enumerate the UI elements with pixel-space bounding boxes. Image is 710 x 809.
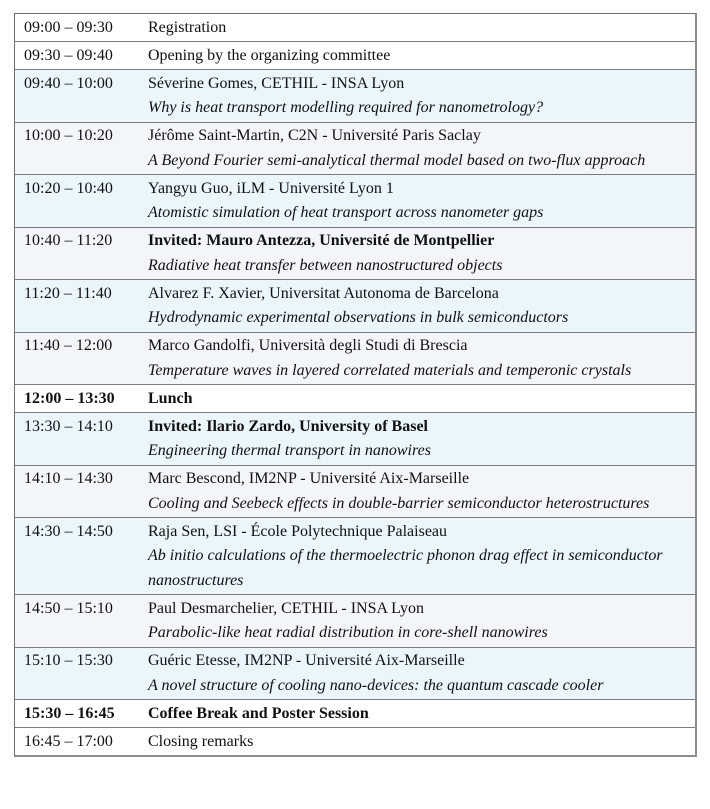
time-slot: 09:00 – 09:30	[24, 18, 113, 36]
session-content	[148, 728, 695, 755]
session-content	[148, 228, 695, 280]
schedule-row	[15, 699, 695, 727]
session-content	[148, 42, 695, 69]
session-content	[148, 175, 695, 227]
time-slot: 10:00 – 10:20	[24, 127, 113, 144]
schedule-row	[15, 517, 695, 594]
time-slot: 09:30 – 09:40	[24, 46, 113, 64]
time-slot: 12:00 – 13:30	[24, 389, 115, 407]
schedule-row	[15, 227, 695, 280]
schedule-row	[15, 465, 695, 518]
time-slot: 16:45 – 17:00	[24, 732, 113, 750]
session-speaker: Séverine Gomes, CETHIL - INSA Lyon	[148, 74, 405, 92]
time-slot: 11:40 – 12:00	[24, 337, 113, 354]
talk-title: Cooling and Seebeck effects in double-barrier semiconductor heterostructures	[148, 494, 650, 512]
schedule-row	[15, 647, 695, 700]
time-slot: 10:40 – 11:20	[24, 232, 113, 249]
time-slot: 15:10 – 15:30	[24, 652, 113, 669]
session-speaker: Marc Bescond, IM2NP - Université Aix-Marseille	[148, 470, 470, 487]
session-speaker: Raja Sen, LSI - École Polytechnique Palaiseau	[148, 522, 448, 540]
session-speaker: Coffee Break and Poster Session	[148, 704, 369, 722]
time-slot: 11:20 – 11:40	[24, 284, 112, 302]
time-slot: 10:20 – 10:40	[24, 179, 113, 197]
schedule-row	[15, 594, 695, 647]
time-slot: 14:30 – 14:50	[24, 522, 113, 540]
schedule-row	[15, 41, 695, 69]
session-speaker: Invited: Ilario Zardo, University of Basel	[148, 417, 428, 435]
session-speaker: Opening by the organizing committee	[148, 46, 391, 64]
talk-title: Why is heat transport modelling required for nanometrology?	[148, 99, 544, 116]
session-content	[148, 280, 695, 332]
talk-title: Parabolic-like heat radial distribution in core-shell nanowires	[148, 624, 548, 641]
schedule-row	[15, 14, 695, 41]
time-slot: 15:30 – 16:45	[24, 704, 115, 722]
schedule-row	[15, 279, 695, 332]
session-content	[148, 700, 695, 727]
schedule-row	[15, 412, 695, 465]
talk-title: A Beyond Fourier semi-analytical thermal model based on two-flux approach	[148, 151, 646, 169]
session-speaker: Registration	[148, 18, 227, 36]
talk-title: Ab initio calculations of the thermoelectric phonon drag effect in semiconductor nanostructures	[148, 547, 663, 589]
session-content	[148, 14, 695, 41]
talk-title: Radiative heat transfer between nanostructured objects	[148, 256, 503, 274]
session-content	[148, 70, 695, 122]
talk-title: Hydrodynamic experimental observations in bulk semiconductors	[148, 309, 569, 326]
schedule-row	[15, 174, 695, 227]
talk-title: Temperature waves in layered correlated materials and temperonic crystals	[148, 361, 632, 379]
session-content	[148, 466, 695, 518]
session-content	[148, 648, 695, 700]
session-speaker: Jérôme Saint-Martin, C2N - Université Paris Saclay	[148, 127, 481, 144]
session-content	[148, 413, 695, 465]
session-speaker: Lunch	[148, 389, 193, 407]
schedule-row	[15, 384, 695, 412]
session-speaker: Guéric Etesse, IM2NP - Université Aix-Marseille	[148, 652, 465, 669]
schedule-row	[15, 727, 695, 755]
session-speaker: Invited: Mauro Antezza, Université de Montpellier	[148, 232, 495, 249]
schedule-table	[14, 13, 697, 757]
session-speaker: Yangyu Guo, iLM - Université Lyon 1	[148, 179, 394, 197]
session-speaker: Closing remarks	[148, 732, 254, 750]
session-content	[148, 123, 695, 175]
session-speaker: Alvarez F. Xavier, Universitat Autonoma de Barcelona	[148, 284, 499, 302]
schedule-row	[15, 122, 695, 175]
time-slot: 14:50 – 15:10	[24, 599, 113, 617]
schedule-row	[15, 69, 695, 122]
talk-title: Engineering thermal transport in nanowires	[148, 442, 431, 459]
session-speaker: Marco Gandolfi, Università degli Studi di Brescia	[148, 337, 468, 354]
session-content	[148, 518, 695, 594]
session-speaker: Paul Desmarchelier, CETHIL - INSA Lyon	[148, 599, 425, 617]
session-content	[148, 385, 695, 412]
time-slot: 09:40 – 10:00	[24, 74, 113, 92]
talk-title: A novel structure of cooling nano-devices: the quantum cascade cooler	[148, 676, 604, 694]
session-content	[148, 595, 695, 647]
time-slot: 14:10 – 14:30	[24, 470, 113, 487]
schedule-row	[15, 332, 695, 385]
time-slot: 13:30 – 14:10	[24, 417, 113, 435]
session-content	[148, 333, 695, 385]
talk-title: Atomistic simulation of heat transport across nanometer gaps	[148, 204, 544, 221]
